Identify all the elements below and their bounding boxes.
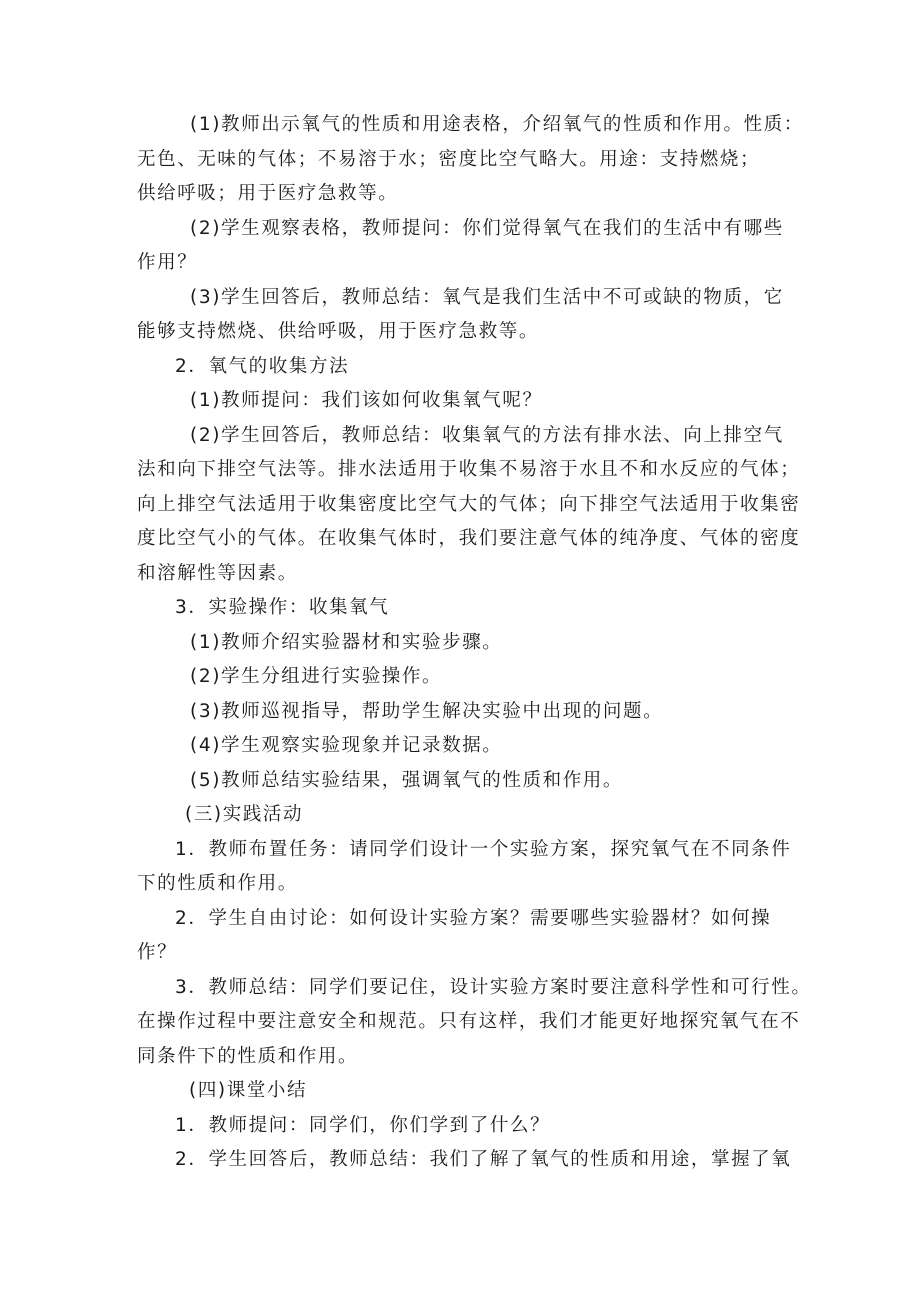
- text-line: (2)学生观察表格，教师提问：你们觉得氧气在我们的生活中有哪些: [190, 217, 784, 239]
- text-line: 和溶解性等因素。: [137, 562, 298, 584]
- text-line: (1)教师出示氧气的性质和用途表格，介绍氧气的性质和作用。性质：: [190, 114, 804, 135]
- paragraph: [137, 833, 792, 902]
- document-body: [137, 108, 812, 1178]
- paragraph: [137, 384, 787, 419]
- text-line: 2．学生回答后，教师总结：我们了解了氧气的性质和用途，掌握了氧: [175, 1149, 792, 1170]
- paragraph: [137, 695, 787, 730]
- paragraph: [137, 626, 787, 661]
- text-line: 无色、无味的气体；不易溶于水；密度比空气略大。用途：支持燃烧；: [137, 148, 761, 170]
- text-line: 在操作过程中要注意安全和规范。只有这样，我们才能更好地探究氧气在不: [137, 1011, 801, 1032]
- paragraph: [137, 902, 787, 971]
- text-line: 1．教师布置任务：请同学们设计一个实验方案，探究氧气在不同条件: [175, 838, 792, 860]
- text-line: (2)学生分组进行实验操作。: [190, 666, 443, 687]
- text-line: 下的性质和作用。: [137, 873, 298, 894]
- paragraph: [137, 1143, 792, 1178]
- text-line: 作用？: [137, 252, 198, 273]
- paragraph: [137, 108, 804, 212]
- paragraph: [137, 1074, 787, 1109]
- text-line: (三)实践活动: [185, 804, 304, 825]
- text-line: (4)学生观察实验现象并记录数据。: [190, 735, 503, 756]
- paragraph: [137, 350, 787, 385]
- text-line: 能够支持燃烧、供给呼吸，用于医疗急救等。: [137, 321, 540, 342]
- text-line: 供给呼吸；用于医疗急救等。: [137, 183, 399, 204]
- paragraph: [137, 591, 787, 626]
- paragraph: [137, 419, 801, 592]
- text-line: 作？: [137, 942, 178, 963]
- paragraph: [137, 764, 787, 799]
- text-line: 3．教师总结：同学们要记住，设计实验方案时要注意科学性和可行性。: [175, 976, 812, 998]
- text-line: 1．教师提问：同学们，你们学到了什么？: [175, 1114, 551, 1136]
- text-line: 2．氧气的收集方法: [175, 355, 350, 377]
- text-line: (1)教师提问：我们该如何收集氧气呢？: [190, 390, 543, 411]
- text-line: 法和向下排空气法等。排水法适用于收集不易溶于水且不和水反应的气体；: [137, 459, 801, 480]
- text-line: 度比空气小的气体。在收集气体时，我们要注意气体的纯净度、气体的密度: [137, 528, 801, 549]
- paragraph: [137, 971, 812, 1075]
- text-line: 向上排空气法适用于收集密度比空气大的气体；向下排空气法适用于收集密: [137, 493, 801, 515]
- text-line: (四)课堂小结: [189, 1080, 308, 1101]
- paragraph: [137, 660, 787, 695]
- paragraph: [137, 798, 787, 833]
- paragraph: [137, 281, 787, 350]
- paragraph: [137, 1109, 787, 1144]
- text-line: (2)学生回答后，教师总结：收集氧气的方法有排水法、向上排空气: [190, 424, 784, 446]
- text-line: 2．学生自由讨论：如何设计实验方案？需要哪些实验器材？如何操: [175, 907, 772, 929]
- text-line: (3)教师巡视指导，帮助学生解决实验中出现的问题。: [190, 700, 664, 722]
- text-line: (5)教师总结实验结果，强调氧气的性质和作用。: [190, 769, 624, 791]
- text-line: 同条件下的性质和作用。: [137, 1045, 359, 1067]
- text-line: (3)学生回答后，教师总结：氧气是我们生活中不可或缺的物质，它: [190, 286, 784, 308]
- text-line: 3．实验操作：收集氧气: [175, 597, 390, 618]
- paragraph: [137, 729, 787, 764]
- text-line: (1)教师介绍实验器材和实验步骤。: [190, 631, 503, 653]
- paragraph: [137, 212, 787, 281]
